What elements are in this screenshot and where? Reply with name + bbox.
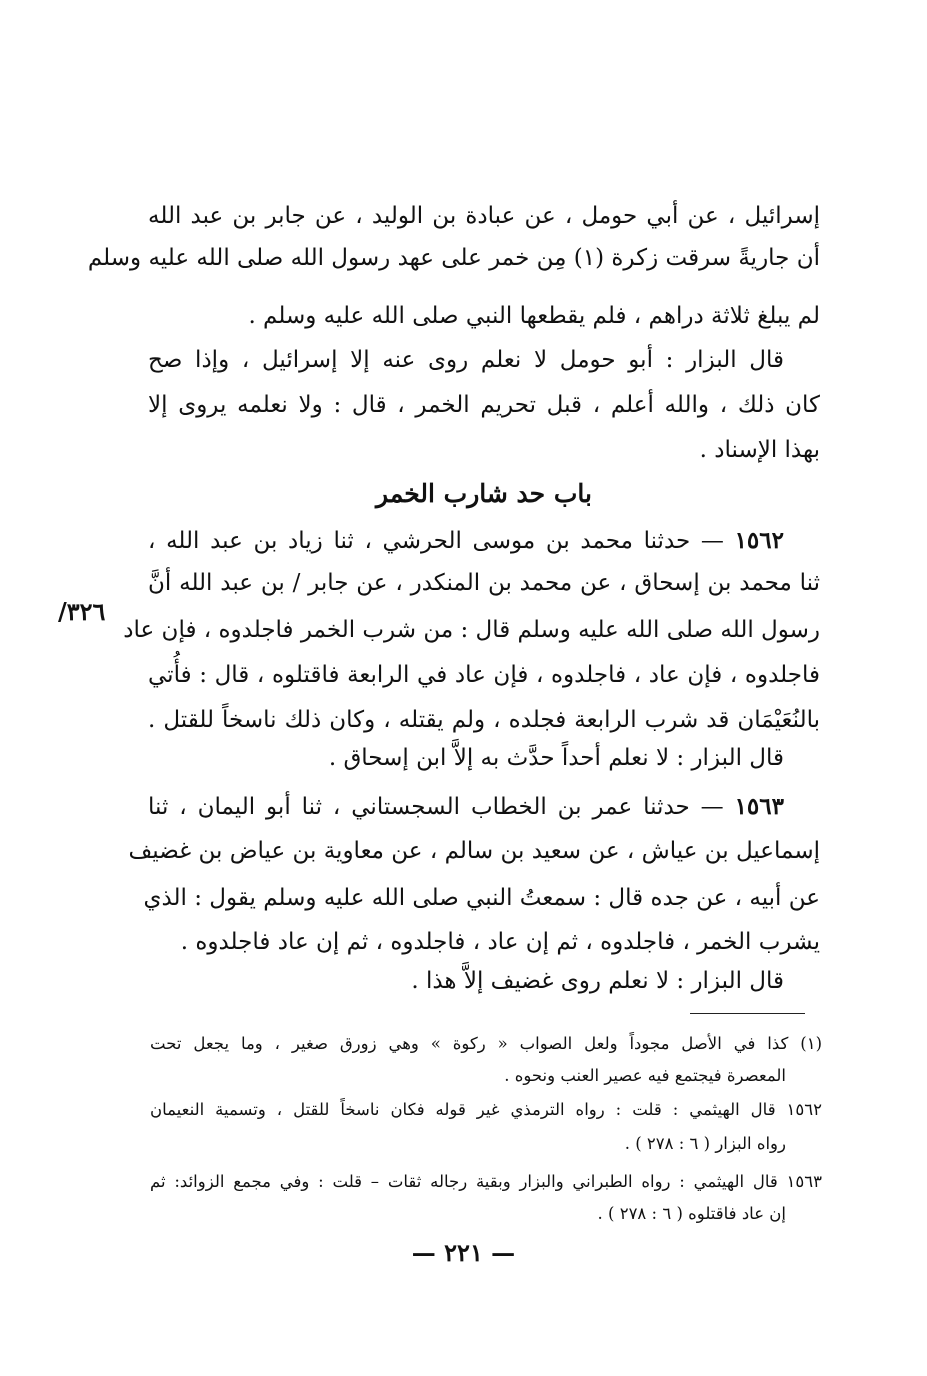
hadith-number: ١٥٦٣ bbox=[734, 793, 784, 820]
text-line: إسرائيل ، عن أبي حومل ، عن عبادة بن الوليد ، عن جابر بن عبد الله bbox=[148, 203, 820, 229]
text-line: لم يبلغ ثلاثة دراهم ، فلم يقطعها النبي صلى الله عليه وسلم . bbox=[248, 303, 820, 329]
text-line: كان ذلك ، والله أعلم ، قبل تحريم الخمر ، قال : ولا نعلمه يروى إلا bbox=[148, 392, 820, 418]
text-line: — حدثنا عمر بن الخطاب السجستاني ، ثنا أبو اليمان ، ثنا bbox=[148, 794, 724, 820]
text-line: بهذا الإسناد . bbox=[699, 437, 820, 463]
text-line: — حدثنا محمد بن موسى الحرشي ، ثنا زياد بن عبد الله ، bbox=[148, 528, 724, 554]
text-line: بالنُعَيْمَان قد شرب الرابعة فجلده ، ولم يقتله ، وكان ذلك ناسخاً للقتل . bbox=[148, 707, 820, 733]
footnote-line: إن عاد فاقتلوه ( ٦ : ٢٧٨ ) . bbox=[597, 1204, 786, 1223]
footnote-line: ١٥٦٢ قال الهيثمي : قلت : رواه الترمذي غير قوله فكان ناسخاً للقتل ، وتسمية النعيمان bbox=[150, 1100, 822, 1119]
text-line: عن أبيه ، عن جده قال : سمعتُ النبي صلى الله عليه وسلم يقول : الذي bbox=[143, 885, 820, 911]
text-line: قال البزار : لا نعلم أحداً حدَّث به إلاَّ ابن إسحاق . bbox=[328, 745, 784, 771]
margin-page-reference: ٣٢٦/ bbox=[58, 597, 106, 626]
footnote-line: رواه البزار ( ٦ : ٢٧٨ ) . bbox=[624, 1134, 786, 1153]
text-line: رسول الله صلى الله عليه وسلم قال : من شرب الخمر فاجلدوه ، فإن عاد bbox=[123, 617, 820, 643]
hadith-first-line bbox=[148, 523, 820, 559]
footnote-line: ١٥٦٣ قال الهيثمي : رواه الطبراني والبزار وبقية رجاله ثقات – قلت : وفي مجمع الزوائد: ثم bbox=[150, 1172, 822, 1191]
section-heading: باب حد شارب الخمر bbox=[376, 479, 592, 508]
text-line: فاجلدوه ، فإن عاد ، فاجلدوه ، فإن عاد في الرابعة فاقتلوه ، قال : فأُتي bbox=[148, 662, 820, 688]
footnote-line: المعصرة فيجتمع فيه عصير العنب ونحوه . bbox=[504, 1066, 786, 1085]
text-line: أن جاريةً سرقت زكرة (١) مِن خمر على عهد رسول الله صلى الله عليه وسلم bbox=[87, 245, 820, 271]
hadith-first-line bbox=[148, 789, 820, 825]
text-line: قال البزار : أبو حومل لا نعلم روى عنه إلا إسرائيل ، وإذا صح bbox=[148, 347, 784, 373]
page-number: — ٢٢١ — bbox=[411, 1238, 516, 1267]
text-line: يشرب الخمر ، فاجلدوه ، ثم إن عاد ، فاجلدوه ، ثم إن عاد فاجلدوه . bbox=[180, 929, 820, 955]
text-line: ثنا محمد بن إسحاق ، عن محمد بن المنكدر ، عن جابر / بن عبد الله أنَّ bbox=[148, 570, 820, 596]
hadith-number: ١٥٦٢ bbox=[734, 527, 784, 554]
text-line: إسماعيل بن عياش ، عن سعيد بن سالم ، عن معاوية بن عياض بن غضيف bbox=[128, 838, 820, 864]
footnote-line: (١) كذا في الأصل مجوداً ولعل الصواب « ركوة » وهي زورق صغير ، وما يجعل تحت bbox=[150, 1034, 822, 1053]
footnote-divider bbox=[690, 1013, 805, 1014]
text-line: قال البزار : لا نعلم روى غضيف إلاَّ هذا . bbox=[411, 968, 784, 994]
